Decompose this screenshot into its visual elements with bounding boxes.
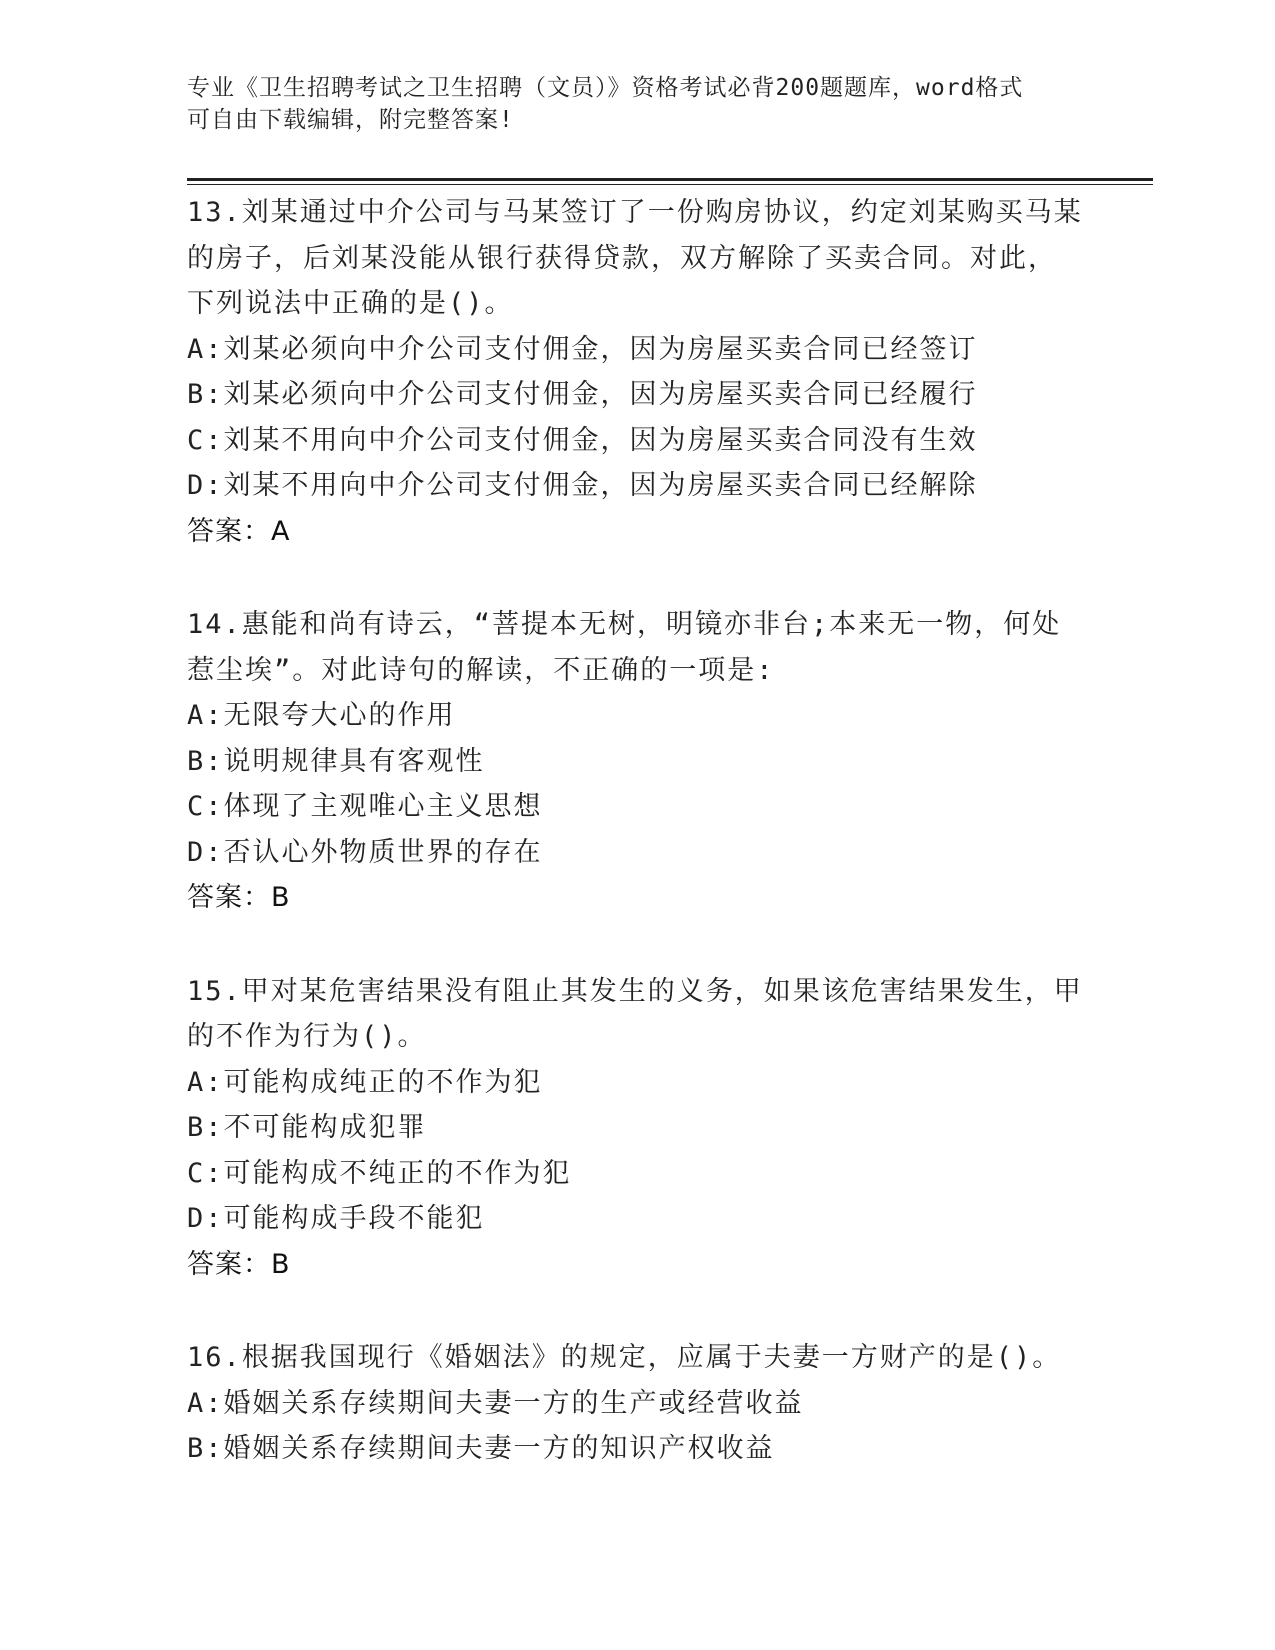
question-text-line: 15.甲对某危害结果没有阻止其发生的义务，如果该危害结果发生，甲 (187, 975, 1083, 1007)
question-text-line: 14.惠能和尚有诗云，“菩提本无树，明镜亦非台;本来无一物，何处 (187, 609, 1062, 640)
question-14 (187, 602, 1153, 921)
question-text-line: 下列说法中正确的是()。 (187, 288, 514, 319)
header-rule-thick (187, 178, 1153, 181)
option-d: D:可能构成手段不能犯 (187, 1203, 485, 1234)
answer-label: 答案：B (187, 882, 291, 913)
header-title-line-2: 可自由下载编辑，附完整答案! (187, 107, 514, 133)
option-d: D:否认心外物质世界的存在 (187, 836, 543, 868)
option-a: A:婚姻关系存续期间夫妻一方的生产或经营收益 (187, 1387, 804, 1419)
question-15 (187, 969, 1153, 1288)
question-list (187, 190, 1153, 1520)
answer-label: 答案：A (187, 515, 291, 547)
option-c: C:体现了主观唯心主义思想 (187, 791, 543, 822)
option-d: D:刘某不用向中介公司支付佣金，因为房屋买卖合同已经解除 (187, 470, 978, 501)
option-a: A:可能构成纯正的不作为犯 (187, 1066, 543, 1098)
question-13 (187, 190, 1153, 554)
document-header (187, 72, 1087, 136)
option-c: C:可能构成不纯正的不作为犯 (187, 1157, 572, 1189)
answer-label: 答案：B (187, 1248, 291, 1280)
option-a: A:无限夸大心的作用 (187, 700, 456, 731)
option-a: A:刘某必须向中介公司支付佣金，因为房屋买卖合同已经签订 (187, 333, 978, 365)
option-b: B:说明规律具有客观性 (187, 745, 485, 777)
header-title-line-1: 专业《卫生招聘考试之卫生招聘（文员）》资格考试必背200题题库，word格式 (187, 75, 1024, 101)
question-text-line: 的不作为行为()。 (187, 1021, 427, 1052)
option-c: C:刘某不用向中介公司支付佣金，因为房屋买卖合同没有生效 (187, 424, 978, 456)
option-b: B:刘某必须向中介公司支付佣金，因为房屋买卖合同已经履行 (187, 379, 978, 410)
question-text-line: 13.刘某通过中介公司与马某签订了一份购房协议，约定刘某购买马某 (187, 197, 1083, 228)
header-rule-thin (187, 184, 1153, 185)
option-b: B:不可能构成犯罪 (187, 1112, 427, 1143)
option-b: B:婚姻关系存续期间夫妻一方的知识产权收益 (187, 1433, 775, 1464)
question-16 (187, 1335, 1153, 1472)
question-text-line: 惹尘埃”。对此诗句的解读，不正确的一项是: (187, 654, 775, 686)
question-text-line: 16.根据我国现行《婚姻法》的规定，应属于夫妻一方财产的是()。 (187, 1342, 1062, 1373)
question-text-line: 的房子，后刘某没能从银行获得贷款，双方解除了买卖合同。对此， (187, 242, 1057, 274)
